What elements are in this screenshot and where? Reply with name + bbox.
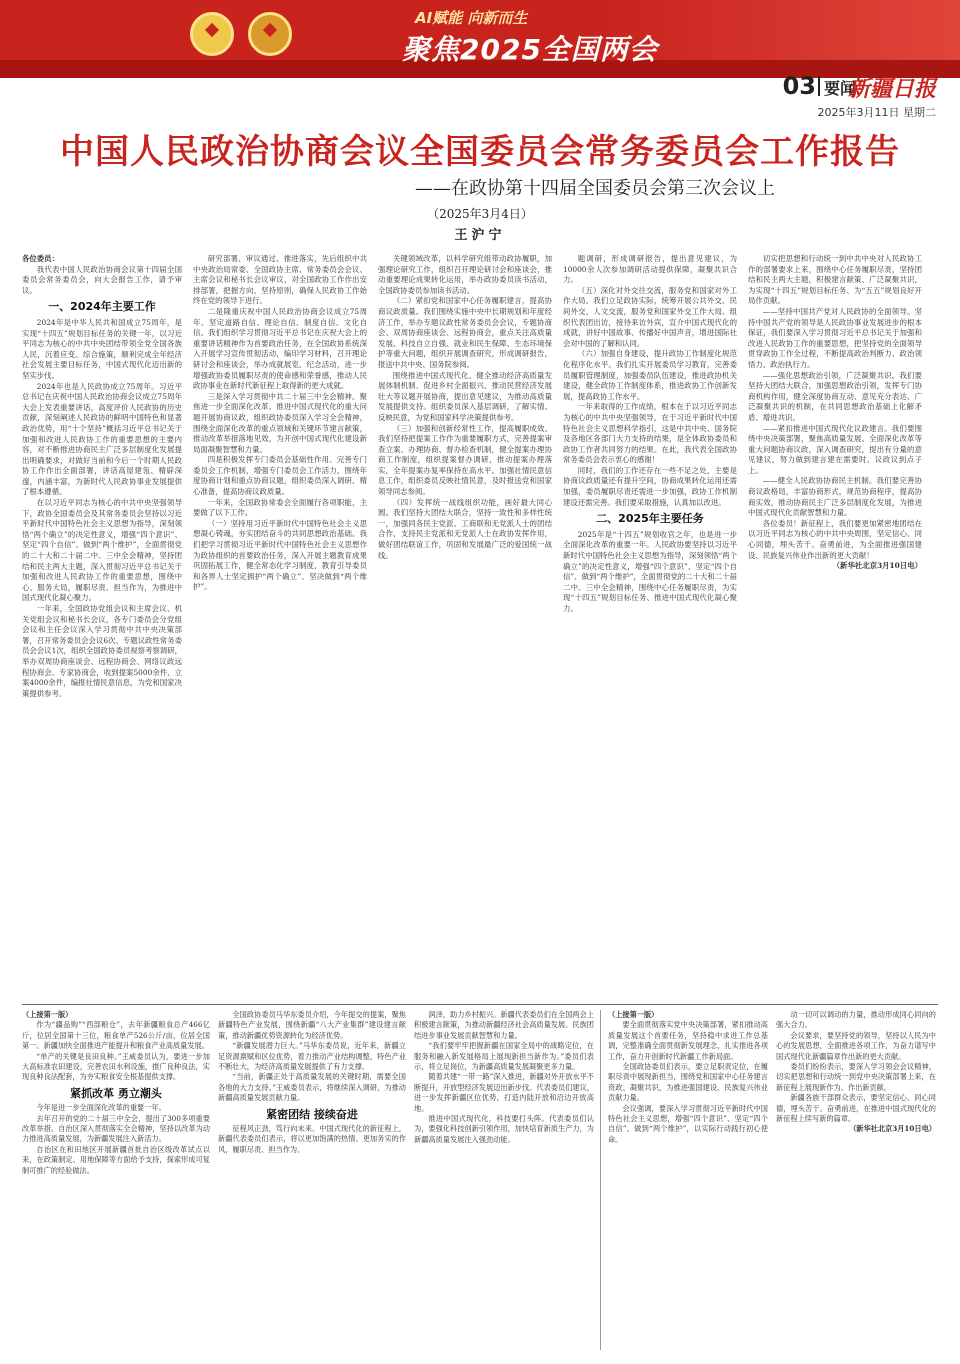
paragraph: 去年召开的党的二十届三中全会，提出了300多项重要改革举措。自治区深入贯彻落实全会精神，坚持以改革为动力推进高质量发展，为新疆发展注入新活力。 (22, 1113, 210, 1144)
paragraph: 一年来，全国政协党组会议和主席会议、机关党组会议和秘书长会议，各专门委员会分党组会议和主任会议深入学习贯彻中共中央决策部署，召开常务委员会会议6次、专题议政性常务委员会会议1次，组织全国政协委员视察考察调研，举办双周协商座谈会、远程协商会、网络议政远程协商会、专家协商会，收到提案5000余件、立案4000余件，编报社情民意信息，为党和国家决策提供参考。 (22, 604, 182, 698)
paragraph: （五）深化对外交往交流，服务党和国家对外工作大局。我们立足政协实际，统筹开展公共外交、民间外交、人文交流，服务党和国家外交工作大局。组织代表团出访，接待来访外宾，宣介中国式现代化的成就，讲好中国故事、传播好中国声音，增进国际社会对中国的了解和认同。 (563, 285, 737, 348)
report-column-2 (193, 254, 367, 974)
page-number: 03 (782, 72, 816, 100)
section-name: 要闻 (823, 79, 856, 98)
report-column-3 (378, 254, 552, 974)
paragraph: 题调研，形成调研报告，提出意见建议，为10000余人次参加调研活动提供保障，凝聚共识合力。 (563, 254, 737, 285)
paragraph: 润泽，助力乡村振兴。新疆代表委员们在全国两会上积极建言献策，为推动新疆经济社会高质量发展、民族团结进步事业发展贡献智慧和力量。 (414, 1010, 594, 1040)
paragraph: “我们要牢牢把握新疆在国家全局中的战略定位，在服务和融入新发展格局上展现新担当新作为。”委员们表示，将立足岗位，为新疆高质量发展凝聚更多力量。 (414, 1041, 594, 1072)
paragraph-list (563, 530, 737, 615)
section-heading-2: 二、2025年主要任务 (596, 512, 704, 526)
paragraph: 2024年是中华人民共和国成立75周年，是实现“十四五”规划目标任务的关键一年，以习近平同志为核心的中共中央团结带领全党全国各族人民，沉着应变、综合施策，顺利完成全年经济社会发展主要目标任务，中国式现代化迈出新的坚实步伐。 (22, 317, 182, 380)
paragraph: 各位委员！新征程上，我们要更加紧密地团结在以习近平同志为核心的中共中央周围，坚定信心、同心同德，埋头苦干、奋勇前进，为全面推进强国建设、民族复兴伟业作出新的更大贡献！ (748, 518, 922, 560)
paragraph: （三）加强和创新经常性工作，提高履职成效。我们坚持把提案工作作为重要履职方式，完善提案审查立案、办理协商、督办检查机制，健全提案办理协商工作制度，组织提案督办调研，推动提案办理落实，全年提案办复率保持在高水平。加强社情民意信息工作，组织委员反映社情民意，及时报送党和国家领导同志参阅。 (378, 423, 552, 497)
paragraph: 关键领域改革，以科学研究组带动政协履职，加强理论研究工作，组织召开理论研讨会和座谈会，推动重要理论成果转化运用，举办政协委员读书活动，全国政协委员参加读书活动。 (378, 254, 552, 295)
paragraph-list (748, 254, 922, 561)
masthead-divider (818, 76, 820, 96)
paragraph: 作为“疆品购”“西部粮仓”，去年新疆粮食总产466亿斤，位居全国第十三位，粮食单产526公斤/亩，位居全国第一。新疆加快全面推进产能提升和粮食产业高质量发展。 (22, 1020, 210, 1051)
paragraph: 全国政协委员马华东委员介绍，今年提交的提案，聚焦新疆特色产业发展，围绕新疆“八大产业集群”建设建言献策，推动新疆优势资源转化为经济优势。 (218, 1010, 406, 1040)
meeting-date: （2025年3月4日） (427, 207, 533, 221)
paragraph-list (218, 1010, 406, 1104)
paragraph: 会议强调，要深入学习贯彻习近平新时代中国特色社会主义思想，增强“四个意识”、坚定“四个自信”、做到“两个维护”，以实际行动践行初心使命。 (608, 1103, 768, 1144)
paragraph: 动一切可以调动的力量，推动形成同心同向的强大合力。 (776, 1010, 936, 1030)
paragraph: ——紧扣推进中国式现代化议政建言。我们要围绕中央决策部署，聚焦高质量发展、全面深化改革等重大问题协商议政，深入调查研究，提出有分量的意见建议，努力做到建言建在需要时、议政议到点子上。 (748, 423, 922, 475)
paragraph: 委员们纷纷表示，要深入学习领会会议精神，切实把思想和行动统一到党中央决策部署上来，在新征程上展现新作为、作出新贡献。 (776, 1062, 936, 1092)
paragraph: ——健全人民政协协商民主机制。我们要完善协商议政格局，丰富协商形式，规范协商程序，提高协商实效，推动协商民主广泛多层制度化发展，为推进中国式现代化贡献智慧和力量。 (748, 476, 922, 518)
report-column-5 (748, 254, 922, 974)
paragraph: 2024年也是人民政协成立75周年。习近平总书记在庆祝中国人民政治协商会议成立75周年大会上发表重要讲话，高度评价人民政协的历史贡献，深刻阐述人民政协的鲜明中国特色和显著政治优势，用“十个坚持”概括习近平总书记关于加强和改进人民政协工作的重要思想的主要内容，对不断推进协商民主广泛多层制度化发展提出明确要求，对做好当前和今后一个时期人民政协工作作出全面部署，讲话高屋建瓴、精辟深邃，内涵丰富，为新时代人民政协事业发展提供了根本遵循。 (22, 381, 182, 497)
paragraph: 征程风正劲，笃行向未来。中国式现代化的新征程上，新疆代表委员们表示，将以更加饱满的热情、更加务实的作风，履职尽责、担当作为。 (218, 1124, 406, 1154)
paragraph: “单产的关键是良田良种。”王威委员认为，要进一步加大高标准农田建设，完善农田水利设施，推广良种良法，实现良种良法配套，为夯实粮食安全根基提供支撑。 (22, 1051, 210, 1082)
banner-headline: 聚焦2025全国两会 (402, 33, 658, 66)
paragraph: 一年来取得的工作成绩，根本在于以习近平同志为核心的中共中央坚强领导，在于习近平新时代中国特色社会主义思想科学指引，这是中共中央、国务院及各地区各部门大力支持的结果，是全体政协委员和政协工作者共同努力的结果。在此，我代表全国政协常务委员会表示衷心的感谢！ (563, 402, 737, 465)
cppcc-emblem-icon (248, 12, 292, 56)
column-divider (600, 1010, 601, 1350)
subheading: 紧密团结 接续奋进 (266, 1107, 358, 1121)
paragraph: 随着共建“一带一路”深入推进，新疆对外开放水平不断提升，开放型经济发展迈出新步伐。代表委员们建议，进一步发挥新疆区位优势，打造内陆开放和沿边开放高地。 (414, 1072, 594, 1113)
report-column-4 (563, 254, 737, 974)
paragraph: 在以习近平同志为核心的中共中央坚强领导下，政协全国委员会及其常务委员会坚持以习近平新时代中国特色社会主义思想为指导，深刻领悟“两个确立”的决定性意义，增强“四个意识”、坚定“四个自信”、做到“两个维护”，全面贯彻党的二十大和二十届二中、三中全会精神，坚持团结和民主两大主题，深入贯彻习近平总书记关于加强和改进人民政协工作的重要思想，围绕中心、服务大局，履职尽责、担当作为，为推进中国式现代化凝心聚力。 (22, 498, 182, 603)
paragraph-list (608, 1020, 768, 1145)
paper-logo: 新疆日报 (847, 76, 936, 102)
paragraph: 切实把思想和行动统一到中共中央对人民政协工作的部署要求上来，围绕中心任务履职尽责，坚持团结和民主两大主题，积极建言献策、广泛凝聚共识，为实现“十四五”规划目标任务、为“五五”规划良好开局作贡献。 (748, 254, 922, 306)
paragraph: 围绕推进中国式现代化、健全推动经济高质量发展体制机制、促进乡村全面振兴、推动民营经济发展壮大等议题开展协商，提出意见建议，为推动高质量发展提供支持。组织委员深入基层调研，了解实情、反映民意，为党和国家科学决策提供参考。 (378, 370, 552, 422)
article-title: 中国人民政治协商会议全国委员会常务委员会工作报告 (60, 132, 900, 172)
continued-label: （上接第一版） (608, 1010, 659, 1019)
article-subtitle: ——在政协第十四届全国委员会第三次会议上 (415, 178, 775, 199)
report-column-1 (22, 254, 182, 974)
paragraph-list (378, 254, 552, 561)
paragraph-list (193, 254, 367, 593)
paragraph: 会议要求，要坚持党的领导，坚持以人民为中心的发展思想，全面推进各项工作，为奋力谱写中国式现代化新疆篇章作出新的更大贡献。 (776, 1030, 936, 1061)
lower-column-3 (414, 1010, 594, 1350)
subheading: 紧抓改革 勇立潮头 (70, 1086, 162, 1100)
paragraph: 自治区在和田地区开展新疆首批自治区级改革试点以来，在政策制定、用地保障等方面给予支持，探索形成可复制可推广的经验做法。 (22, 1144, 210, 1175)
paragraph: 二是隆重庆祝中国人民政治协商会议成立75周年。坚定道路自信、理论自信、制度自信、文化自信。我们组织学习贯彻习近平总书记在庆祝大会上的重要讲话精神作为首要政治任务，在全国政协系统深入开展学习宣传贯彻活动，编印学习材料，召开理论研讨会和座谈会，举办成就展览、纪念活动，进一步增强政协委员履职尽责的使命感和荣誉感，推动人民政协事业在新时代新征程上取得新的更大成就。 (193, 306, 367, 391)
national-emblem-icon (190, 12, 234, 56)
paragraph: 四是积极发挥专门委员会基础性作用。完善专门委员会工作机制，增强专门委员会工作活力，围绕年度协商计划和重点协商议题，组织委员深入调研、精心准备，提高协商议政质量。 (193, 455, 367, 497)
intro-paragraph: 我代表中国人民政治协商会议第十四届全国委员会常务委员会，向大会报告工作，请予审议。 (22, 264, 182, 295)
lower-column-5 (776, 1010, 936, 1350)
paragraph-list (22, 1103, 210, 1176)
section-heading-1: 一、2024年主要工作 (48, 300, 156, 314)
paragraph-list (563, 254, 737, 508)
issue-date: 2025年3月11日 星期二 (817, 106, 936, 119)
paragraph: 新疆各族干部群众表示，要坚定信心、同心同德，埋头苦干、奋勇前进，在推进中国式现代化的新征程上续写新的篇章。 (776, 1093, 936, 1124)
lower-column-2 (218, 1010, 406, 1350)
paragraph: 全国政协委员们表示，要立足职责定位，在履职尽责中展现新担当，围绕党和国家中心任务建言资政、凝聚共识，为推进强国建设、民族复兴伟业贡献力量。 (608, 1062, 768, 1103)
paragraph-list (218, 1124, 406, 1155)
continued-label: （上接第一版） (22, 1010, 73, 1019)
paragraph-list (776, 1010, 936, 1124)
paragraph: “新疆发展潜力巨大。”马华东委员说，近年来，新疆立足资源禀赋和区位优势，着力推动产业结构调整，特色产业不断壮大，为经济高质量发展提供了有力支撑。 (218, 1041, 406, 1072)
paragraph: 一年来，全国政协常委会全面履行各项职能，主要做了以下工作。 (193, 497, 367, 518)
lower-column-1 (22, 1010, 210, 1350)
paragraph: ——强化思想政治引领，广泛凝聚共识。我们要坚持大团结大联合，加强思想政治引领，发挥专门协商机构作用，健全深度协商互动、意见充分表达、广泛凝聚共识的机制，在共同思想政治基础上化解矛盾、增进共识。 (748, 370, 922, 422)
paragraph: （二）紧扣党和国家中心任务履职建言，提高协商议政质量。我们围绕实施中央中长期规划和年度经济工作，举办专题议政性常务委员会会议，专题协商会、双周协商座谈会、远程协商会，重点关注高质量发展、科技自立自强、就业和民生保障、生态环境保护等重大问题，组织开展调查研究，形成调研报告，报送中共中央、国务院参阅。 (378, 296, 552, 369)
paragraph: 要全面贯彻落实党中央决策部署，紧扣推动高质量发展这个首要任务，坚持稳中求进工作总基调，完整准确全面贯彻新发展理念，扎实推进各项工作，奋力开创新时代新疆工作新局面。 (608, 1020, 768, 1061)
paragraph: 三是深入学习贯彻中共二十届三中全会精神。聚焦进一步全面深化改革、推进中国式现代化的重大问题开展协商议政，组织政协委员深入学习全会精神，围绕全面深化改革的重点领域和关键环节建言献策，推动改革举措落地见效，为开创中国式现代化建设新局面凝聚智慧和力量。 (193, 391, 367, 454)
paragraph: 研究部署、审议通过、推进落实，先后组织中共中央政治局常委、全国政协主席、常务委员会会议、主席会议和秘书长会议审议，对全国政协工作作出安排部署，把握方向、坚持原则，确保人民政协工作始终在党的领导下进行。 (193, 254, 367, 306)
banner-slogan: AI赋能 向新而生 (415, 9, 528, 27)
source-tag: （新华社北京3月10日电） (849, 1124, 936, 1134)
paragraph-list (414, 1010, 594, 1145)
paragraph-list (22, 318, 182, 699)
paragraph: 推进中国式现代化，科技要打头阵。代表委员们认为，要强化科技创新引领作用，加快培育新质生产力，为新疆高质量发展注入强劲动能。 (414, 1114, 594, 1144)
paragraph: 2025年是“十四五”规划收官之年，也是进一步全面深化改革的重要一年。人民政协要坚持以习近平新时代中国特色社会主义思想为指导，深刻领悟“两个确立”的决定性意义，增强“四个意识”、坚定“四个自信”、做到“两个维护”，全面贯彻党的二十大和二十届二中、三中全会精神，围绕中心任务履职尽责，为实现“十四五”规划目标任务、推进中国式现代化凝心聚力。 (563, 529, 737, 613)
paragraph: （一）坚持用习近平新时代中国特色社会主义思想凝心铸魂，夯实团结奋斗的共同思想政治基础。我们把学习贯彻习近平新时代中国特色社会主义思想作为政协组织的首要政治任务，深入开展主题教育成果巩固拓展工作，健全常态化学习制度，教育引导委员和各界人士坚定拥护“两个确立”、坚决做到“两个维护”。 (193, 518, 367, 592)
lower-column-4 (608, 1010, 768, 1350)
paragraph: ——坚持中国共产党对人民政协的全面领导。坚持中国共产党的领导是人民政协事业发展进步的根本保证，我们要深入学习贯彻习近平总书记关于加强和改进人民政协工作的重要思想，把坚持党的全面领导贯穿政协工作全过程，不断提高政治判断力、政治领悟力、政治执行力。 (748, 306, 922, 369)
source-tag: （新华社北京3月10日电） (832, 561, 922, 571)
masthead (0, 64, 960, 119)
paragraph: “当前，新疆正处于高质量发展的关键时期，需要全国各地的大力支持。”王威委员表示，将继续深入调研，为推动新疆高质量发展贡献力量。 (218, 1072, 406, 1103)
paragraph: 同时，我们的工作还存在一些不足之处，主要是协商议政质量还有提升空间，协商成果转化运用还需加强，委员履职尽责还需进一步加强，政协工作机制建设还需完善。我们要采取措施，认真加以改进。 (563, 465, 737, 507)
paragraph: （四）发挥统一战线组织功能，画好最大同心圆。我们坚持大团结大联合，坚持一致性和多样性统一，加强同各民主党派、工商联和无党派人士的团结合作，支持民主党派和无党派人士在政协发挥作用，做好团结联谊工作，巩固和发展最广泛的爱国统一战线。 (378, 497, 552, 560)
paragraph: （六）加强自身建设，提升政协工作制度化规范化程序化水平。我们扎实开展委员学习教育，完善委员履职管理制度，加强委员队伍建设，推进政协机关建设，健全政协工作制度体系，推进政协工作创新发展，提高政协工作水平。 (563, 349, 737, 401)
author: 王沪宁 (454, 228, 506, 243)
salutation: 各位委员： (22, 254, 59, 263)
paragraph: 今年是进一步全面深化改革的重要一年。 (36, 1103, 166, 1113)
paragraph-list (22, 1020, 210, 1082)
section-divider (22, 1004, 938, 1005)
